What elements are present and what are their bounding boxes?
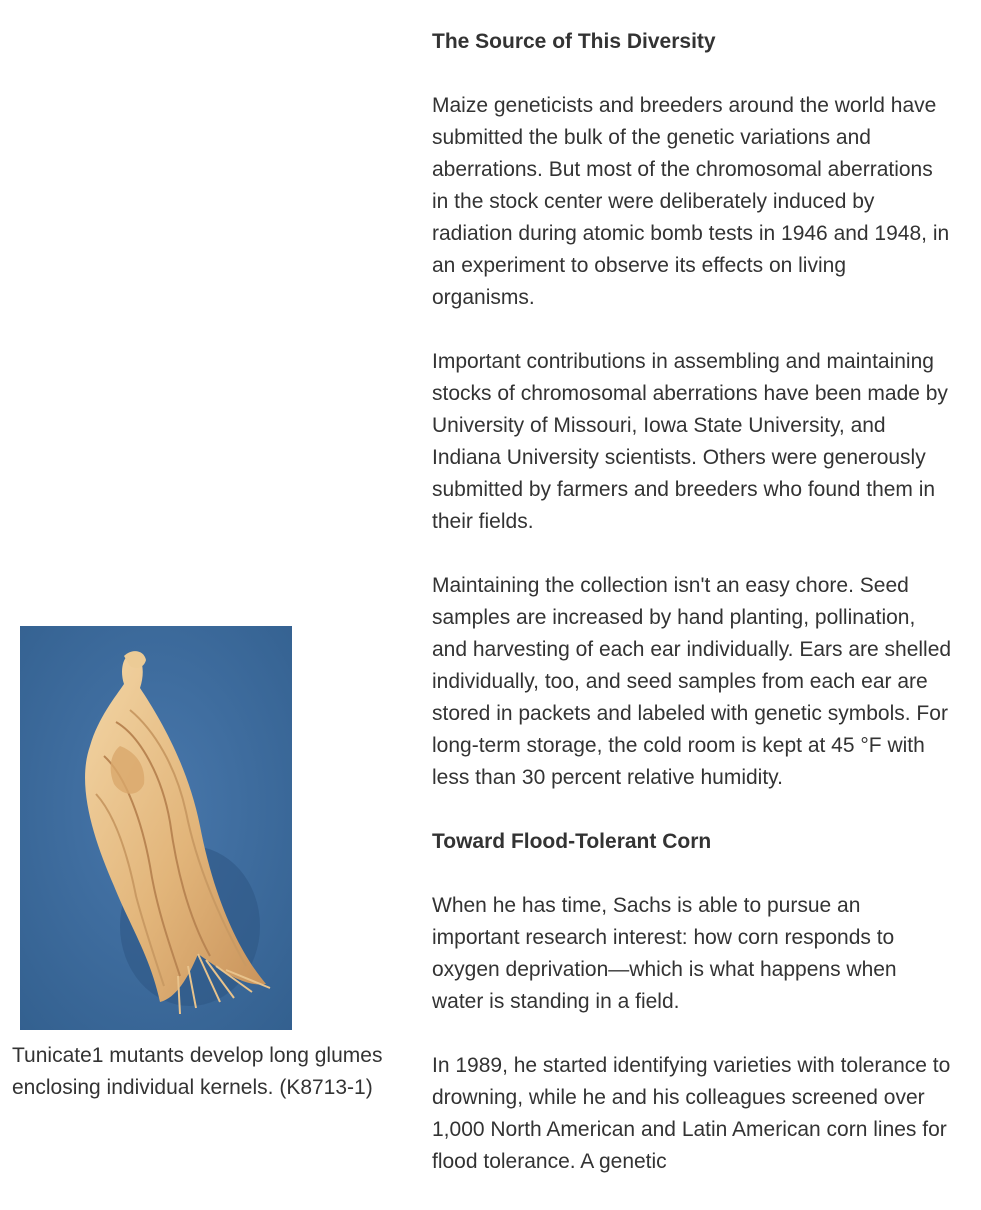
paragraph-screening: In 1989, he started identifying varieties with tolerance to drowning, while he and his colleagues screened over 1,000 North American and Latin American corn lines for flood tolerance. A genetic: [432, 1054, 951, 1173]
article-body: [432, 26, 952, 1210]
paragraph-submissions: Maize geneticists and breeders around the world have submitted the bulk of the genetic variations and aberrations. But most of the chromosomal aberrations in the stock center were deliberately induced by radiation during atomic bomb tests in 1946 and 1948, in an experiment to observe its effects on living organisms.: [432, 94, 950, 309]
paragraph-oxygen-deprivation: When he has time, Sachs is able to pursue an important research interest: how corn responds to oxygen deprivation—which is what happens when water is standing in a field.: [432, 894, 897, 1013]
paragraph-contributions: Important contributions in assembling and maintaining stocks of chromosomal aberrations have been made by University of Missouri, Iowa State University, and Indiana University scientists. Others were generously submitted by farmers and breeders who found them in their fields.: [432, 350, 948, 533]
figure-caption: Tunicate1 mutants develop long glumes enclosing individual kernels. (K8713-1): [12, 1044, 383, 1099]
section-heading-flood-tolerant: Toward Flood-Tolerant Corn: [432, 830, 712, 853]
tunicate-ear-photo: [20, 626, 292, 1030]
paragraph-maintenance: Maintaining the collection isn't an easy chore. Seed samples are increased by hand planting, pollination, and harvesting of each ear individually. Ears are shelled individually, too, and seed samples from each ear are stored in packets and labeled with genetic symbols. For long-term storage, the cold room is kept at 45 °F with less than 30 percent relative humidity.: [432, 574, 952, 789]
section-heading-source-diversity: The Source of This Diversity: [432, 30, 716, 53]
figure-tunicate: [12, 626, 392, 1104]
